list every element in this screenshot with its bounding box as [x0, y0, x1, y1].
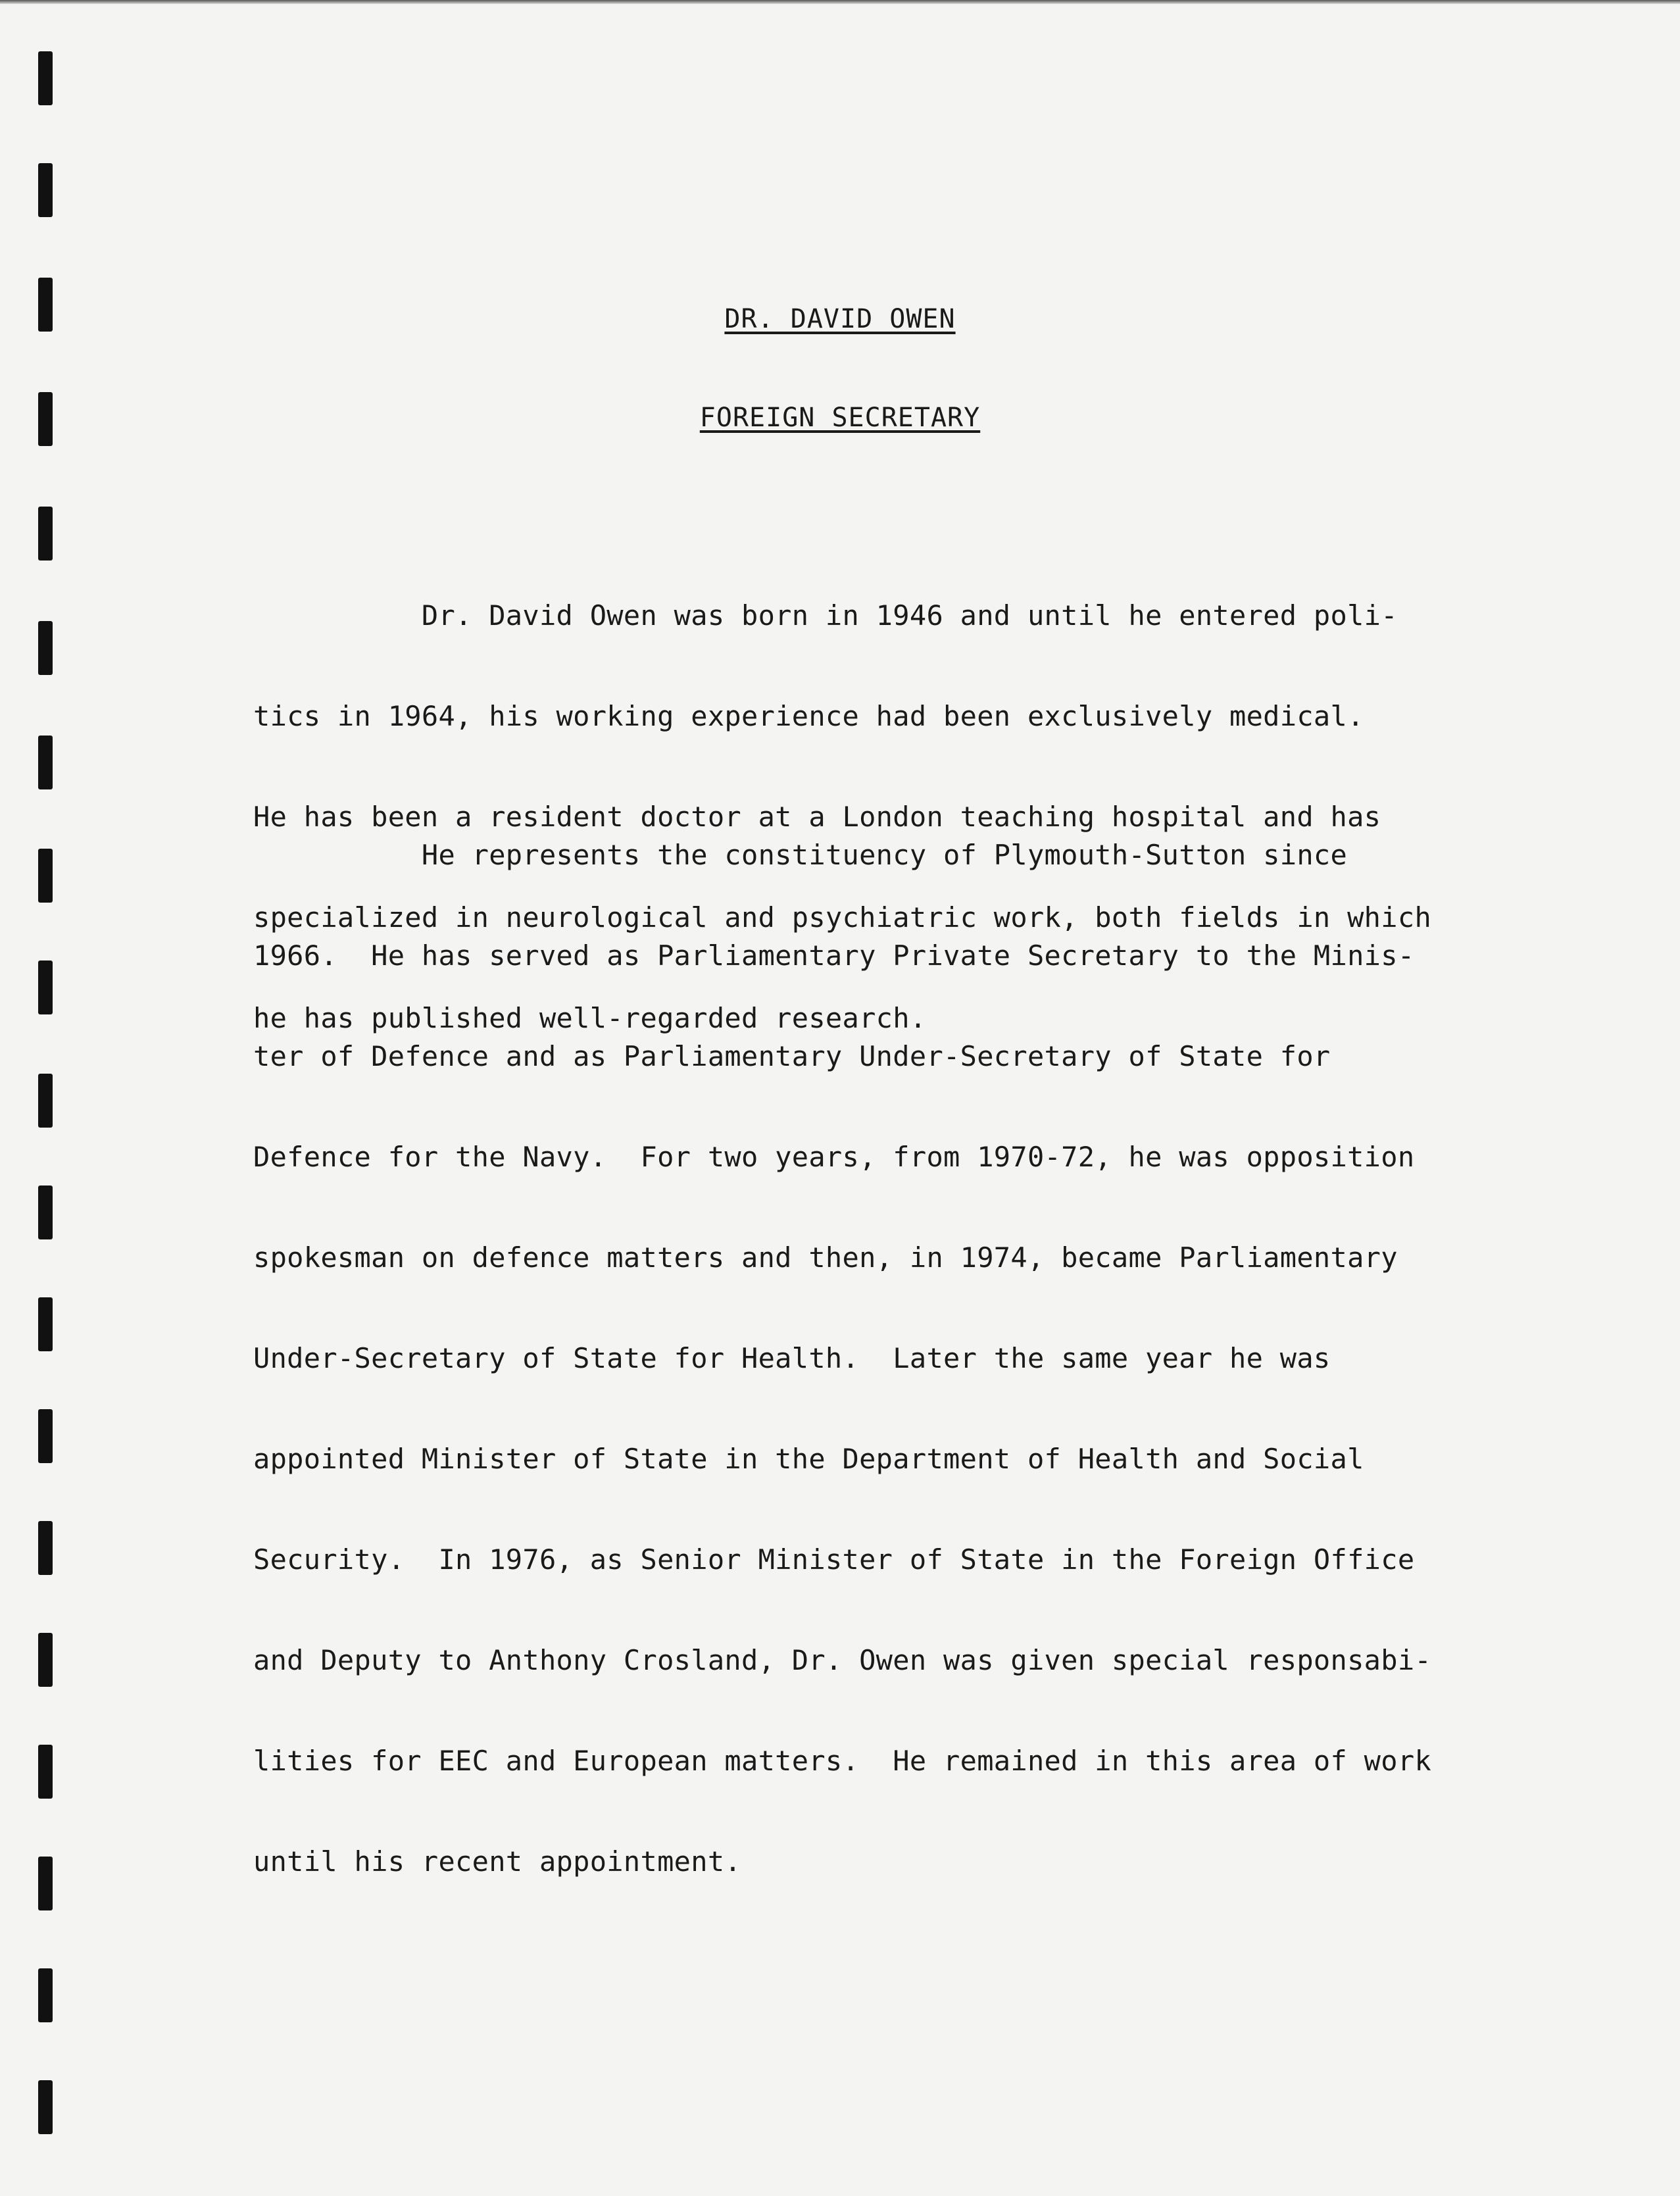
perforation-mark — [38, 1409, 53, 1463]
paragraph-line: Security. In 1976, as Senior Minister of State in the Foreign Office — [253, 1543, 1415, 1576]
perforation-mark — [38, 1745, 53, 1799]
paragraph-line: and Deputy to Anthony Crosland, Dr. Owen was given special responsabi- — [253, 1644, 1432, 1676]
paragraph-line: Under-Secretary of State for Health. Later the same year he was — [253, 1342, 1331, 1374]
perforation-mark — [38, 1074, 53, 1128]
perforation-mark — [38, 163, 53, 217]
paragraph-line: Dr. David Owen was born in 1946 and until he entered poli- — [253, 599, 1398, 632]
perforation-mark — [38, 1297, 53, 1351]
paragraph-line: lities for EEC and European matters. He remained in this area of work — [253, 1745, 1432, 1777]
perforation-mark — [38, 51, 53, 105]
paragraph-line: Defence for the Navy. For two years, from 1970-72, he was opposition — [253, 1141, 1415, 1173]
perforation-mark — [38, 736, 53, 789]
perforation-mark — [38, 1185, 53, 1239]
perforation-mark — [38, 961, 53, 1014]
perforation-mark — [38, 1633, 53, 1687]
paragraph-line: he has published well-regarded research. — [253, 1002, 927, 1034]
paragraph-line: spokesman on defence matters and then, in 1974, became Parliamentary — [253, 1241, 1398, 1274]
perforation-mark — [38, 621, 53, 675]
paragraph-line: until his recent appointment. — [253, 1845, 741, 1878]
paragraph-line: ter of Defence and as Parliamentary Under-Secretary of State for — [253, 1040, 1331, 1072]
paragraph-line: 1966. He has served as Parliamentary Private Secretary to the Minis- — [253, 939, 1415, 972]
perforation-mark — [38, 1968, 53, 2022]
perforation-mark — [38, 1521, 53, 1575]
paragraph-line: tics in 1964, his working experience had been exclusively medical. — [253, 700, 1364, 732]
document-title: DR. DAVID OWEN — [724, 304, 956, 334]
perforation-mark — [38, 507, 53, 561]
paragraph-career — [253, 771, 1437, 1945]
document-subtitle: FOREIGN SECRETARY — [699, 403, 981, 433]
paragraph-line: He has been a resident doctor at a London teaching hospital and has — [253, 801, 1381, 833]
perforation-mark — [38, 2080, 53, 2134]
perforation-mark — [38, 1857, 53, 1910]
scan-top-edge — [0, 0, 1680, 4]
paragraph-line: He represents the constituency of Plymouth-Sutton since — [253, 839, 1348, 871]
paragraph-line: specialized in neurological and psychiatric work, both fields in which — [253, 901, 1432, 934]
perforation-mark — [38, 849, 53, 903]
paragraph-line: appointed Minister of State in the Department of Health and Social — [253, 1443, 1364, 1475]
